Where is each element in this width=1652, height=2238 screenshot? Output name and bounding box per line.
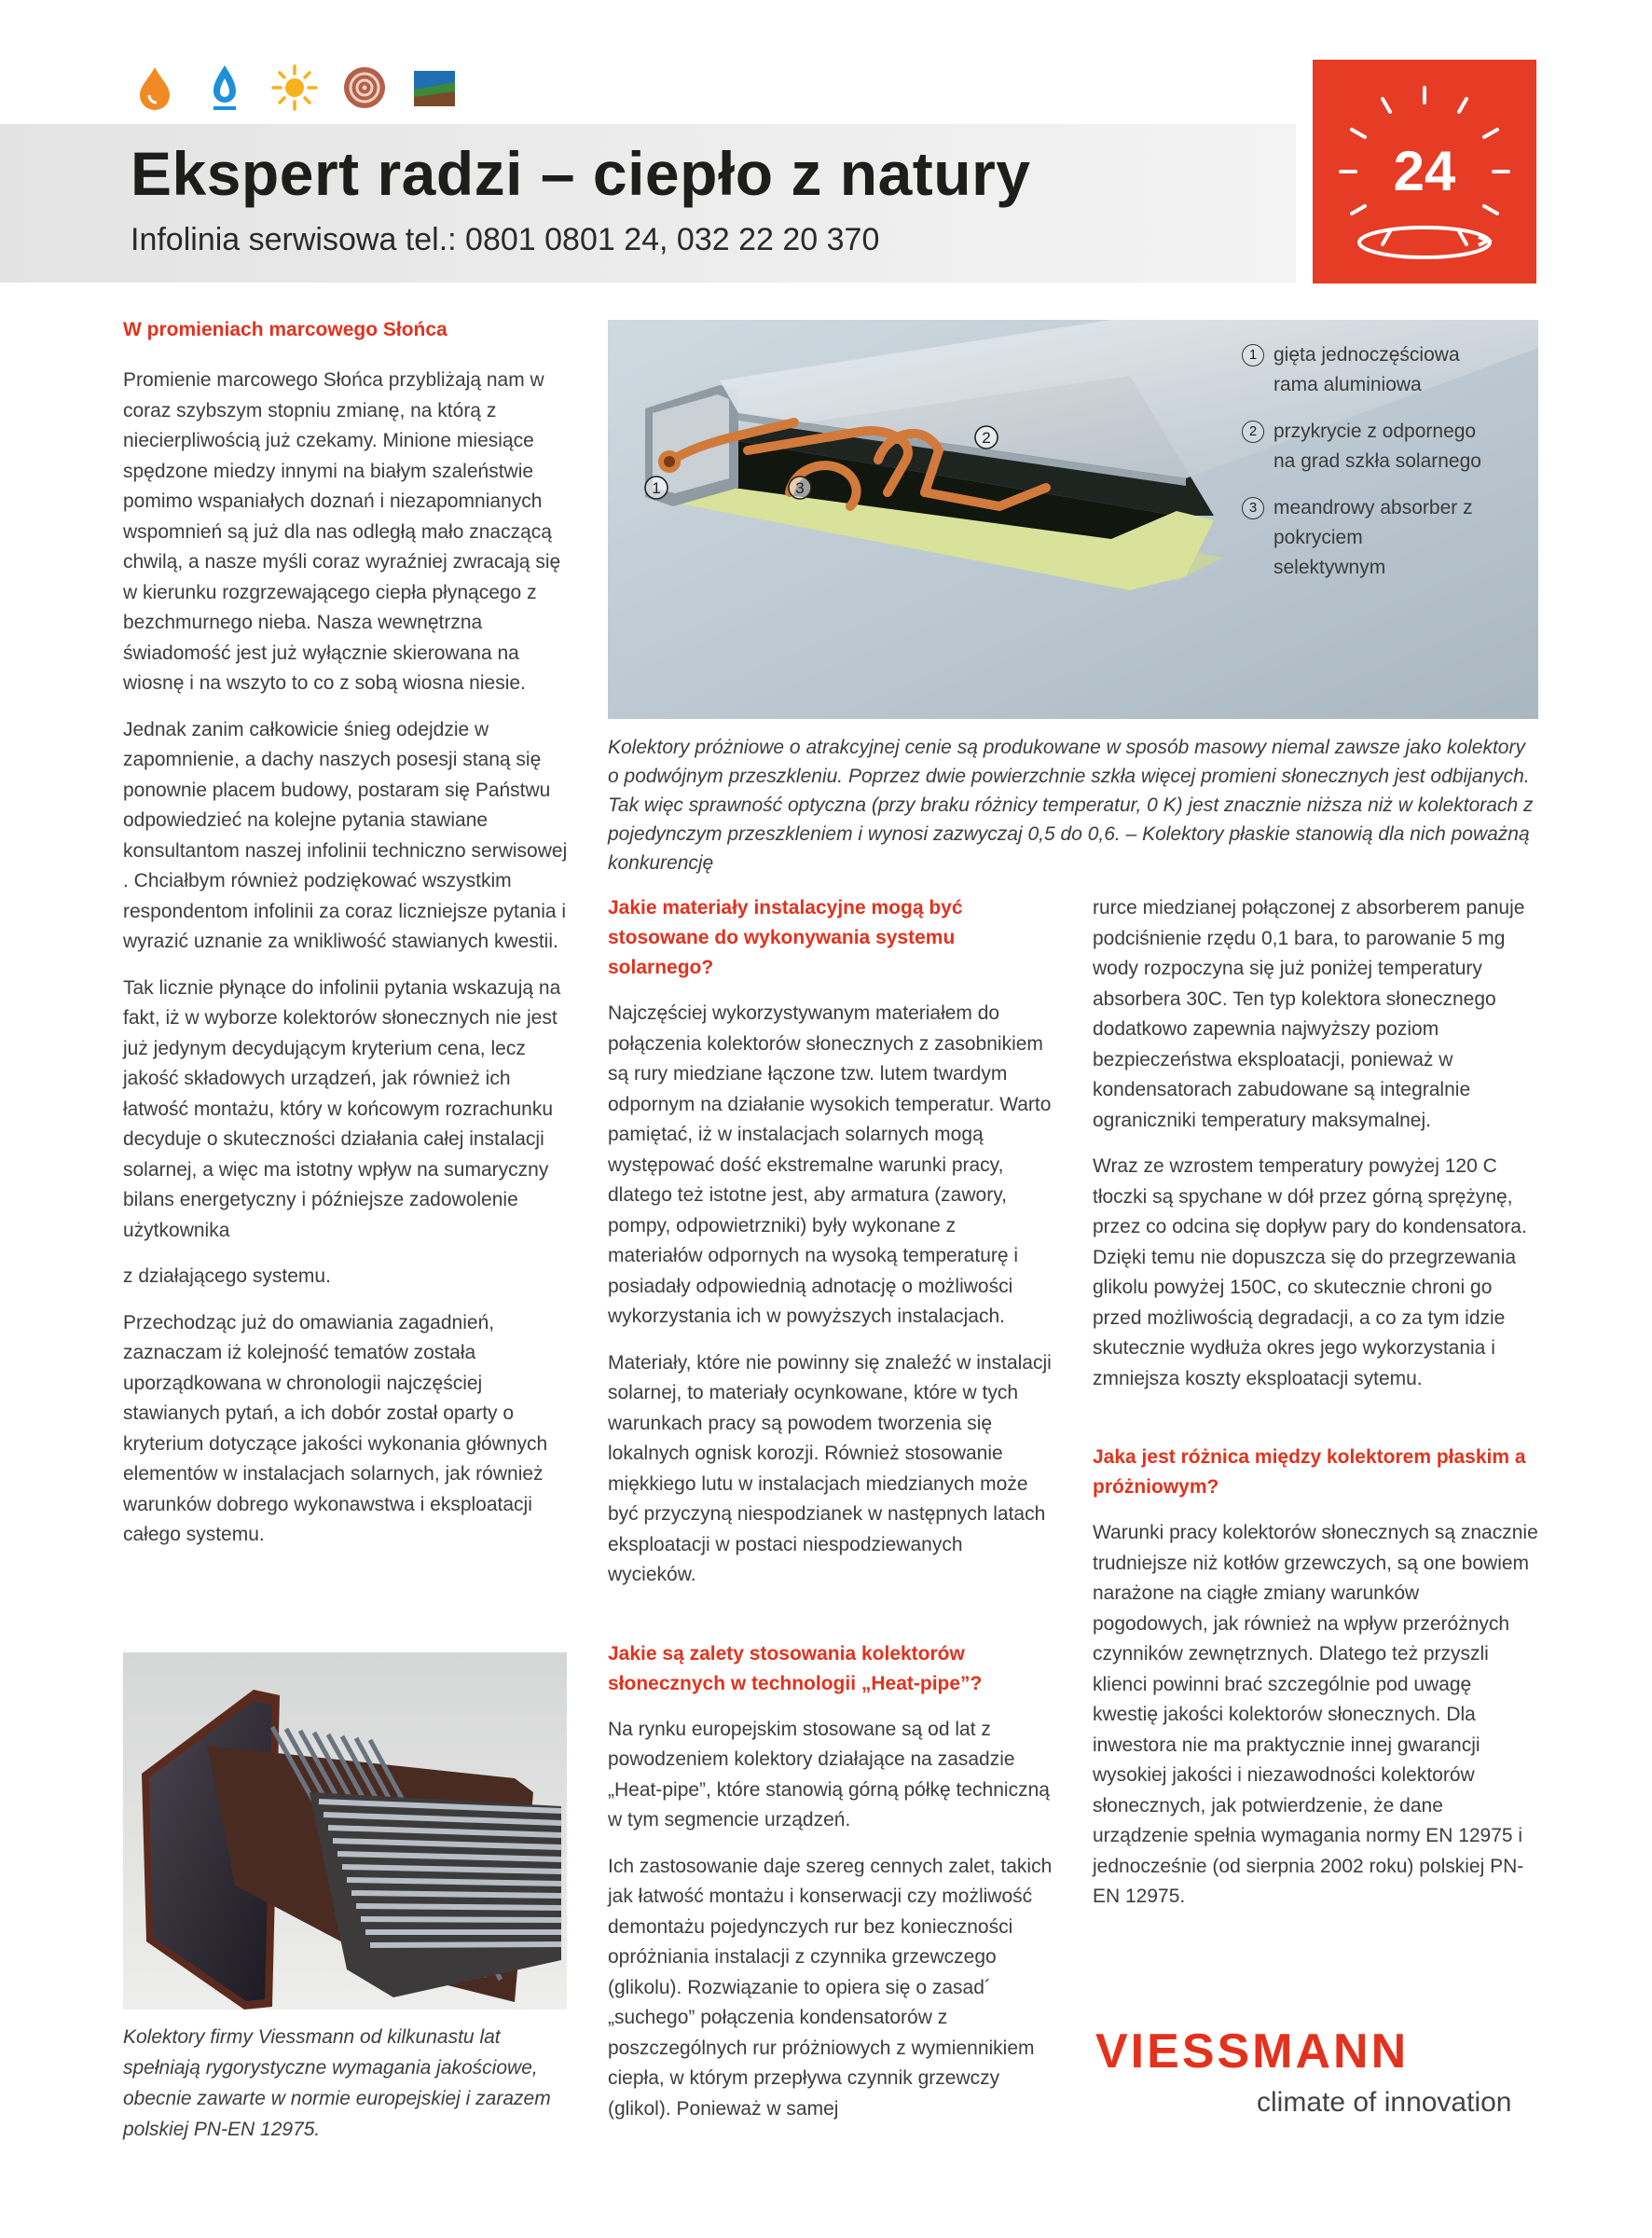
paragraph: Ich zastosowanie daje szereg cennych zalet, takich jak łatwość montażu i konserwacji czy możliwość demontażu pojedynczych rur bez konieczności opróżniania instalacji z czynnika grzewczego (glikolu). Rozwiązanie to opiera się o zasad´ „suchego” połączenia kondensatorów z poszczególnych rur próżniowych z wymiennikiem ciepła, w którym przepływa czynnik grzewczy (glikol). Ponieważ w samej (608, 1855, 1053, 2120)
brand-tagline: climate of innovation (1257, 2087, 1512, 2118)
oil-drop-icon (131, 63, 179, 112)
paragraph: Promienie marcowego Słońca przybliżają nam w coraz szybszym stopniu zmianę, na którą z niecierpliwością już czekamy. Minione miesiące spędzone miedzy innymi na białym szaleństwie pomimo wspaniałych doznań i niezapomnianych wspomnień są już dla nas odległą mało znaczącą chwilą, a nasze myśli coraz wyraźniej zwracają się w kierunku rozgrzewającego ciepła płynącego z bezchmurnego nieba. Nasza wewnętrzna świadomość jest już wyłącznie skierowana na wiosnę i na wszyto to co z sobą wiosna niesie. (123, 369, 561, 694)
service-24h-badge (1313, 60, 1536, 283)
legend-text: przykrycie z odpornego na grad szkła solarnego (1273, 421, 1481, 472)
paragraph: Jednak zanim całkowicie śnieg odejdzie w zapomnienie, a dachy naszych posesji staną się ponownie placem budowy, postaram się Państwu odpowiedzieć na kolejne pytania stawiane konsultantom naszej infolinii techniczno serwisowej . Chciałbym również podziękować wszystkim respondentom infolinii za coraz liczniejsze pytania i wyrazić uznanie za wnikliwość stawianych kwestii. (123, 718, 568, 952)
paragraph: Materiały, które nie powinny się znaleźć w instalacji solarnej, to materiały ocynkowane, które w tych warunkach pracy są powodem tworzenia się lokalnych ognisk korozji. Również stosowanie miękkiego lutu w instalacjach miedzianych może być przyczyną niespodzianek w następnych latach eksploatacji w postaci niespodziewanych wycieków. (608, 1351, 1052, 1585)
paragraph: z działającego systemu. (123, 1265, 331, 1287)
section-heading: Jakie materiały instalacyjne mogą być stosowane do wykonywania systemu solarnego? (608, 897, 963, 978)
left-column (123, 315, 569, 1567)
section-heading: W promieniach marcowego Słońca (123, 319, 447, 340)
legend-item-3 (1242, 493, 1531, 583)
collector-cross-section-image (608, 320, 1538, 719)
legend-number: 3 (1242, 497, 1264, 519)
paragraph: Warunki pracy kolektorów słonecznych są znacznie trudniejsze niż kotłów grzewczych, są one bowiem narażone na ciągłe zmiany warunków pogodowych, jak również na wpływ przeróżnych czynników zewnętrznych. Dlatego też przyszli klienci powinni brać szczególnie pod uwagę kwestię jakości kolektorów słonecznych. Dla inwestora nie ma praktycznie innej gwarancji wysokiej jakości i niezawodności kolektorów słonecznych, jak potwierdzenie, że dane urządzenie spełnia wymagania normy EN 12975 i jednocześnie (od sierpnia 2002 roku) polskiej PN-EN 12975. (1093, 1522, 1538, 1907)
legend-text: gięta jednoczęściowa rama aluminiowa (1273, 344, 1460, 395)
legend-item-1 (1242, 340, 1531, 400)
svg-text:2: 2 (982, 429, 991, 447)
paragraph: Na rynku europejskim stosowane są od lat z powodzeniem kolektory działające na zasadzie „Heat-pipe”, które stanowią górną półkę techniczną w tym segmencie urządzeń. (608, 1718, 1050, 1830)
paragraph: Wraz ze wzrostem temperatury powyżej 120 C tłoczki są spychane w dół przez górną sprężynę, przez co odcina się dopływ pary do kondensatora. Dzięki temu nie dopuszcza się do przegrzewania glikolu powyżej 150C, co skutecznie chroni go przed możliwością degradacji, a co za tym idzie skutecznie wydłuża okres jego wykorzystania i zmniejsza koszty eksploatacji sytemu. (1093, 1155, 1527, 1389)
paragraph: Przechodząc już do omawiania zagadnień, zaznaczam iż kolejność tematów została uporządkowana w chronologii najczęściej stawianych pytań, a ich dobór został oparty o kryterium dotyczące jakości wykonania głównych elementów w instalacjach solarnych, jak również warunków dobrego wykonawstwa i eksploatacji całego systemu. (123, 1311, 548, 1545)
page-title: Ekspert radzi – ciepło z natury (131, 139, 1031, 208)
photo-caption: Kolektory firmy Viessmann od kilkunastu lat spełniają rygorystyczne wymagania jakościowe, obecnie zawarte w normie europejskiej i zarazem polskiej PN-EN 12975. (123, 2026, 551, 2140)
legend-item-2 (1242, 417, 1531, 477)
svg-text:1: 1 (652, 479, 661, 497)
collectors-photo (123, 1652, 567, 2010)
section-heading: Jaka jest różnica między kolektorem płaskim a próżniowym? (1093, 1446, 1526, 1498)
sun-icon (270, 63, 319, 112)
section-heading: Jakie są zalety stosowania kolektorów słonecznych w technologii „Heat-pipe”? (608, 1642, 983, 1694)
svg-text:3: 3 (795, 479, 805, 497)
viessmann-logo: VIESSMANN (1095, 2024, 1410, 2079)
paragraph: Tak licznie płynące do infolinii pytania wskazują na fakt, iż w wyborze kolektorów słonecznych nie jest już jedynym decydującym kryterium cena, lecz jakość składowych urządzeń, jak również ich łatwość montażu, który w końcowym rozrachunku decyduje o skuteczności działania całej instalacji solarnej, a więc ma istotny wpływ na sumaryczny bilans energetyczny i późniejsze zadowolenie użytkownika (123, 976, 561, 1241)
badge-number: 24 (1393, 140, 1456, 202)
infoline-phone: Infolinia serwisowa tel.: 0801 0801 24, 032 22 20 370 (131, 222, 880, 257)
legend-number: 1 (1242, 344, 1264, 366)
clock-24-icon (1313, 60, 1536, 283)
landscape-icon (410, 63, 459, 112)
gas-flame-icon (200, 63, 249, 112)
middle-column (608, 893, 1053, 2140)
wood-rings-icon (340, 63, 389, 112)
hero-caption: Kolektory próżniowe o atrakcyjnej cenie są produkowane w sposób masowy niemal zawsze jako kolektory o podwójnym przeszkleniu. Poprzez dwie powierzchnie szkła więcej promieni słonecznych jest odbijanych. Tak więc sprawność optyczna (przy braku różnicy temperatur, 0 K) jest znacznie niższa niż w kolektorach z pojedynczym przeszkleniem i wynosi zazwyczaj 0,5 do 0,6. – Kolektory płaskie stanowią dla nich poważną konkurencję (608, 737, 1534, 874)
energy-icons-row (131, 63, 480, 112)
right-column (1093, 893, 1538, 1928)
legend-number: 2 (1242, 421, 1264, 443)
legend-text: meandrowy absorber z pokryciem selektywnym (1273, 497, 1473, 578)
paragraph: rurce miedzianej połączonej z absorberem panuje podciśnienie rzędu 0,1 bara, to parowanie 5 mg wody rozpoczyna się już poniżej temperatury absorbera 30C. Ten typ kolektora słonecznego dodatkowo zapewnia najwyższy poziom bezpieczeństwa eksploatacji, ponieważ w kondensatorach zabudowane są integralnie ograniczniki temperatury maksymalnej. (1093, 897, 1525, 1131)
paragraph: Najczęściej wykorzystywanym materiałem do połączenia kolektorów słonecznych z zasobnikiem są rury miedziane łączone tzw. lutem twardym odpornym na działanie wysokich temperatur. Warto pamiętać, iż w instalacjach solarnych mogą występować dość ekstremalne warunki pracy, dlatego też istotne jest, aby armatura (zawory, pompy, odpowietrzniki) były wykonane z materiałów odpornych na wysoką temperaturę i posiadały odpowiednią adnotację o możliwości wykorzystania ich w powyższych instalacjach. (608, 1002, 1052, 1327)
